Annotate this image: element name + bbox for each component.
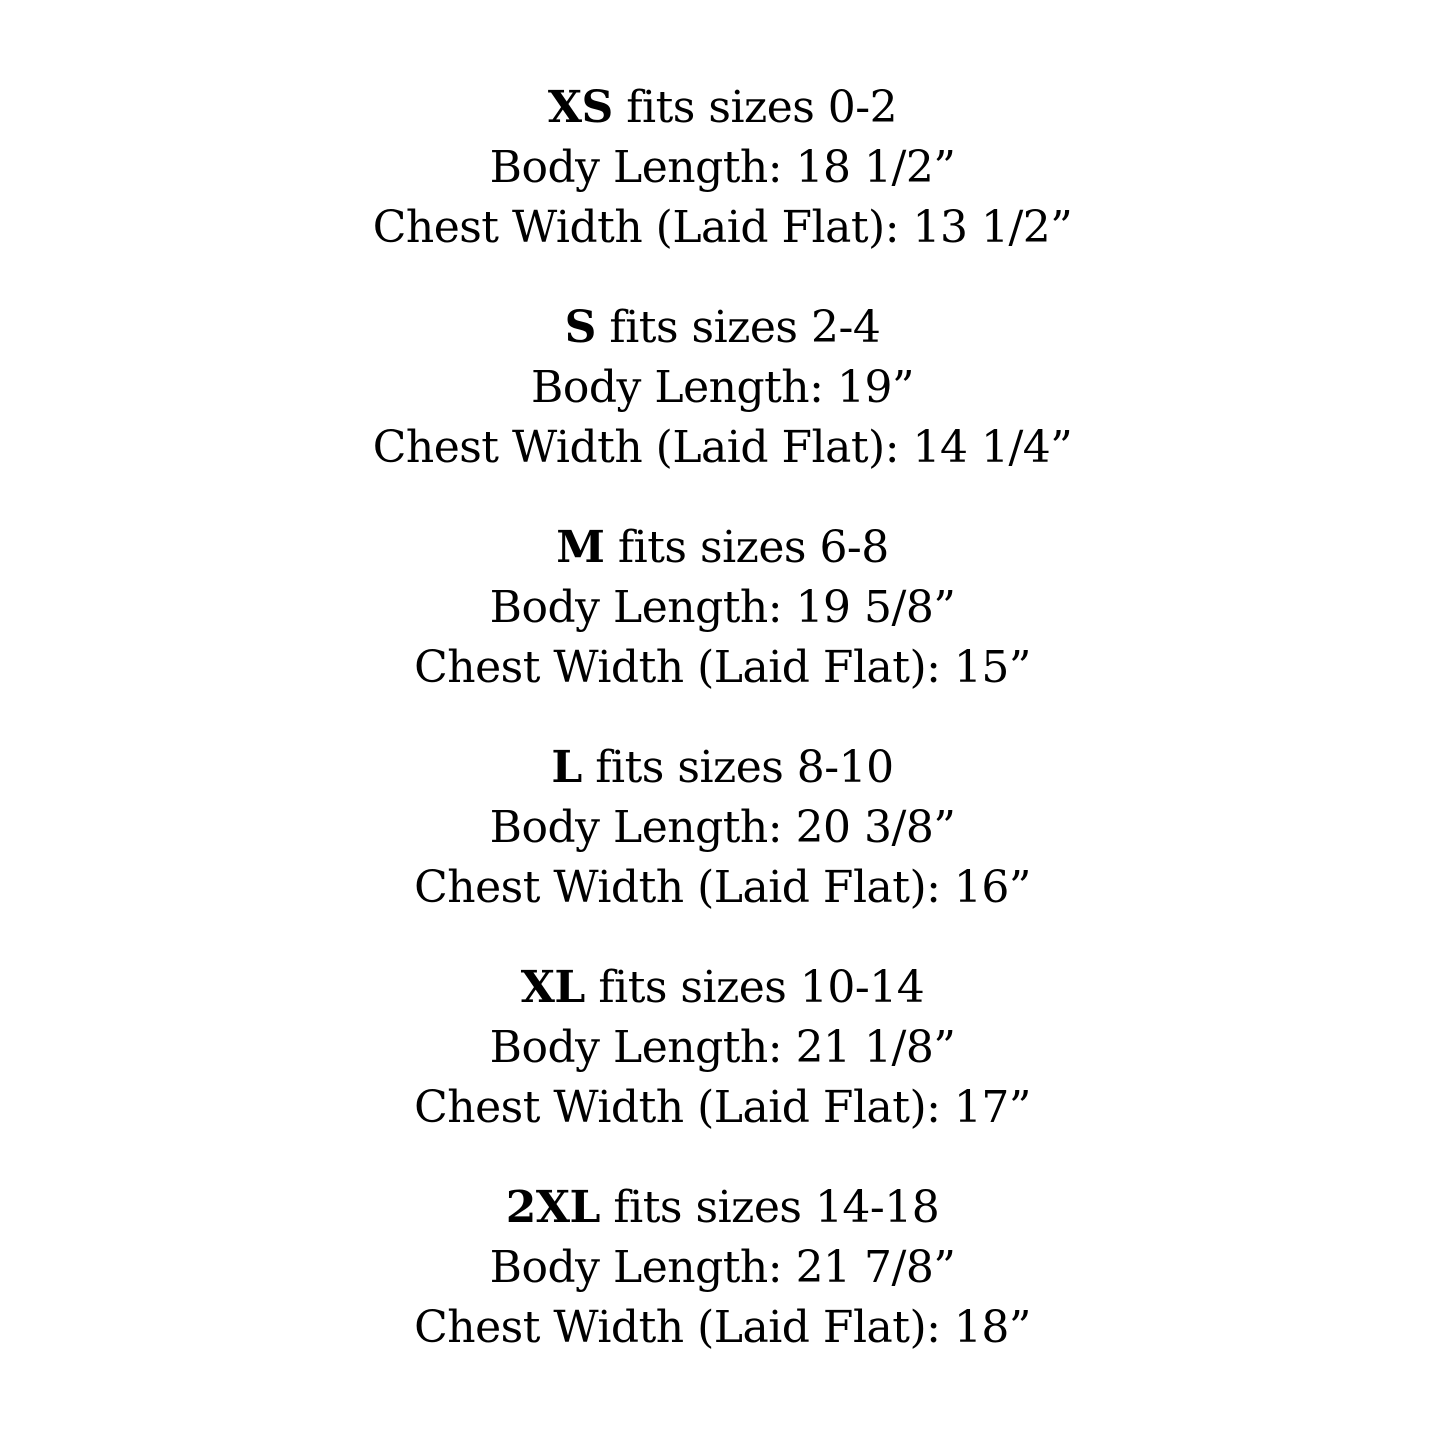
body-length: Body Length: 21 7/8”	[489, 1242, 956, 1293]
size-block-l	[0, 738, 1445, 918]
chest-width: Chest Width (Laid Flat): 18”	[414, 1302, 1031, 1353]
fits-text: fits sizes 2-4	[595, 302, 881, 353]
fits-text: fits sizes 0-2	[612, 82, 898, 133]
size-fits-line	[0, 518, 1445, 578]
body-length: Body Length: 20 3/8”	[489, 802, 956, 853]
body-length: Body Length: 19”	[531, 362, 914, 413]
size-fits-line	[0, 738, 1445, 798]
chest-width: Chest Width (Laid Flat): 15”	[414, 642, 1031, 693]
body-length: Body Length: 18 1/2”	[489, 142, 956, 193]
size-code: XS	[547, 82, 613, 133]
chest-width: Chest Width (Laid Flat): 14 1/4”	[372, 422, 1073, 473]
size-block-m	[0, 518, 1445, 698]
chest-width: Chest Width (Laid Flat): 13 1/2”	[372, 202, 1073, 253]
fits-text: fits sizes 10-14	[584, 962, 925, 1013]
fits-text: fits sizes 6-8	[604, 522, 889, 573]
size-block-xl	[0, 958, 1445, 1138]
size-fits-line	[0, 958, 1445, 1018]
chest-width: Chest Width (Laid Flat): 16”	[414, 862, 1031, 913]
size-block-s	[0, 298, 1445, 478]
body-length: Body Length: 19 5/8”	[489, 582, 956, 633]
size-code: XL	[520, 962, 585, 1013]
fits-text: fits sizes 8-10	[581, 742, 894, 793]
size-code: 2XL	[505, 1182, 600, 1233]
size-fits-line	[0, 298, 1445, 358]
size-fits-line	[0, 1178, 1445, 1238]
size-block-xs	[0, 78, 1445, 258]
fits-text: fits sizes 14-18	[599, 1182, 940, 1233]
size-chart	[0, 78, 1445, 1398]
size-code: M	[556, 522, 605, 573]
body-length: Body Length: 21 1/8”	[489, 1022, 956, 1073]
size-block-2xl	[0, 1178, 1445, 1358]
size-fits-line	[0, 78, 1445, 138]
size-code: L	[551, 742, 582, 793]
chest-width: Chest Width (Laid Flat): 17”	[414, 1082, 1031, 1133]
size-code: S	[564, 302, 596, 353]
